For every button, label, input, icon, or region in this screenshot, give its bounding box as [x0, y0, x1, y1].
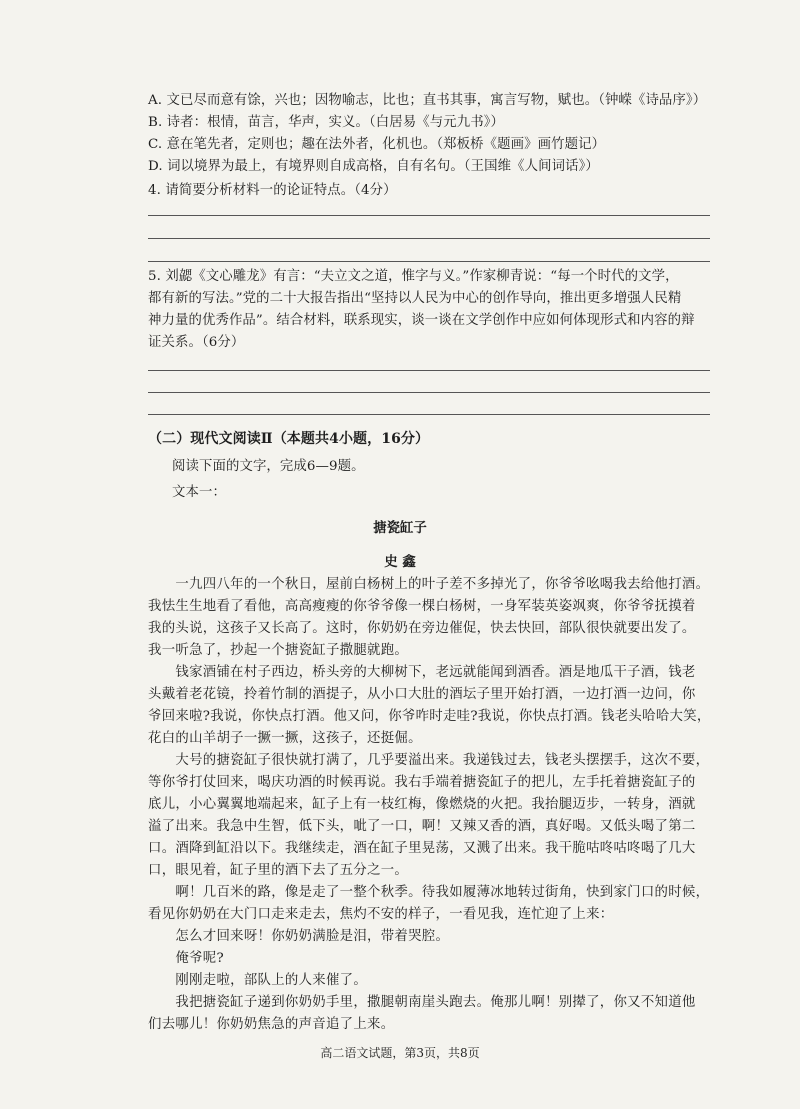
story-line: 啊！几百米的路，像是走了一整个秋季。待我如履薄冰地转过街角，快到家门口的时候，	[148, 885, 710, 900]
text-label: 文本一：	[172, 485, 226, 500]
story-line: 爷回来啦?我说，你快点打酒。他又问，你爷咋时走哇?我说，你快点打酒。钱老头哈哈大笑，	[148, 709, 711, 724]
story-line: 看见你奶奶在大门口走来走去，焦灼不安的样子，一看见我，连忙迎了上来：	[148, 907, 614, 922]
story-line: 钱家酒铺在村子西边，桥头旁的大柳树下，老远就能闻到酒香。酒是地瓜干子酒，钱老	[148, 665, 696, 680]
story-line: 我一听急了，抄起一个搪瓷缸子撒腿就跑。	[148, 643, 409, 658]
question-5-line-4: 证关系。（6分）	[148, 335, 245, 350]
story-line: 一九四八年的一个秋日，屋前白杨树上的叶子差不多掉光了，你爷爷吆喝我去给他打酒。	[148, 577, 710, 592]
answer-line[interactable]	[148, 414, 710, 415]
story-line: 溢了出来。我急中生智，低下头，呲了一口，啊！又辣又香的酒，真好喝。又低头喝了第二	[148, 819, 696, 834]
answer-line[interactable]	[148, 392, 710, 393]
story-title: 搪瓷缸子	[373, 520, 427, 536]
story-line: 怎么才回来呀！你奶奶满脸是泪，带着哭腔。	[148, 929, 450, 944]
question-5-line-2: 都有新的写法。”党的二十大报告指出“坚持以人民为中心的创作导向，推出更多增强人民精	[148, 291, 682, 306]
story-author: 史 鑫	[384, 554, 416, 570]
story-line: 大号的搪瓷缸子很快就打满了，几乎要溢出来。我递钱过去，钱老头摆摆手，这次不要，	[148, 753, 710, 768]
story-line: 们去哪儿！你奶奶焦急的声音追了上来。	[148, 1017, 395, 1032]
story-line: 底儿，小心翼翼地端起来，缸子上有一枝红梅，像燃烧的火把。我抬腿迈步，一转身，酒就	[148, 797, 696, 812]
story-line: 头戴着老花镜，拎着竹制的酒提子，从小口大肚的酒坛子里开始打酒，一边打酒一边问，你	[148, 687, 696, 702]
question-4: 4. 请简要分析材料一的论证特点。（4分）	[148, 183, 397, 198]
page-footer: 高二语文试题，第3页，共8页	[320, 1046, 480, 1060]
story-line: 我怯生生地看了看他，高高瘦瘦的你爷爷像一棵白杨树，一身军装英姿飒爽，你爷爷抚摸着	[148, 599, 696, 614]
option-d: D. 词以境界为最上，有境界则自成高格，自有名句。（王国维《人间词话》）	[148, 159, 599, 174]
answer-line[interactable]	[148, 238, 710, 239]
option-b: B. 诗者：根情，苗言，华声，实义。（白居易《与元九书》）	[148, 115, 505, 130]
story-line: 口，眼见着，缸子里的酒下去了五分之一。	[148, 863, 409, 878]
story-line: 俺爷呢?	[148, 951, 224, 966]
answer-line[interactable]	[148, 215, 710, 216]
story-line: 口。酒降到缸沿以下。我继续走，酒在缸子里晃荡，又溅了出来。我干脆咕咚咕咚喝了几大	[148, 841, 696, 856]
story-line: 我把搪瓷缸子递到你奶奶手里，撒腿朝南崖头跑去。俺那儿啊！别撵了，你又不知道他	[148, 995, 696, 1010]
question-5-line-3: 神力量的优秀作品”。结合材料，联系现实，谈一谈在文学创作中应如何体现形式和内容的辩	[148, 313, 695, 328]
story-line: 花白的山羊胡子一撅一撅，这孩子，还挺倔。	[148, 731, 422, 746]
story-line: 我的头说，这孩子又长高了。这时，你奶奶在旁边催促，快去快回，部队很快就要出发了。	[148, 621, 696, 636]
question-5-line-1: 5. 刘勰《文心雕龙》有言：“夫立文之道，惟字与义。”作家柳青说：“每一个时代的文学，	[148, 269, 679, 284]
section-heading: （二）现代文阅读Ⅱ（本题共4小题，16分）	[148, 431, 430, 447]
answer-line[interactable]	[148, 261, 710, 262]
answer-line[interactable]	[148, 370, 710, 371]
section-instruction: 阅读下面的文字，完成6—9题。	[172, 459, 365, 474]
option-c: C. 意在笔先者，定则也；趣在法外者，化机也。（郑板桥《题画》画竹题记）	[148, 137, 606, 152]
option-a: A. 文已尽而意有馀，兴也；因物喻志，比也；直书其事，寓言写物，赋也。（钟嵘《诗品序》）	[148, 93, 707, 108]
story-line: 等你爷打仗回来，喝庆功酒的时候再说。我右手端着搪瓷缸子的把儿，左手托着搪瓷缸子的	[148, 775, 696, 790]
story-line: 刚刚走啦，部队上的人来催了。	[148, 973, 368, 988]
